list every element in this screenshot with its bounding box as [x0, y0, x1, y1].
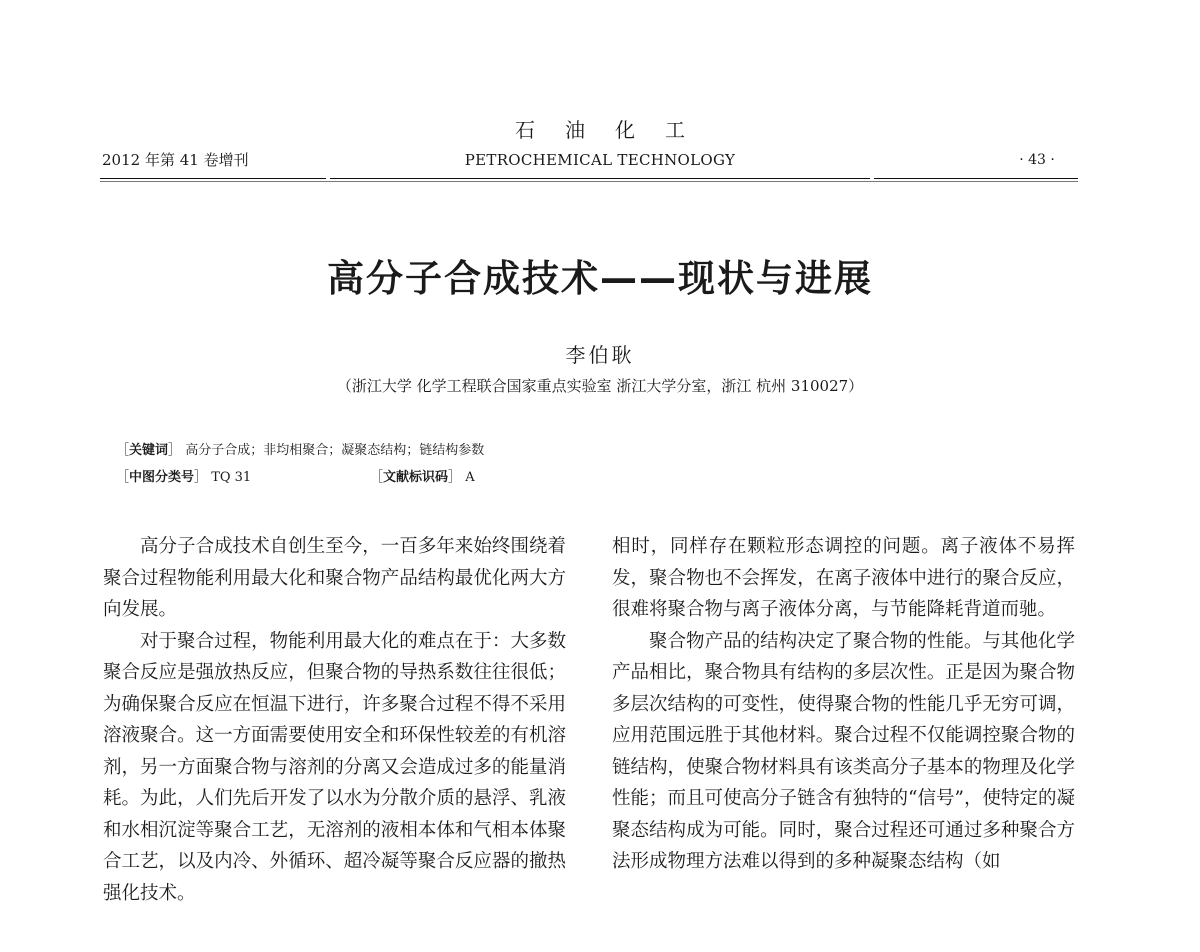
keywords-value: 高分子合成；非均相聚合；凝聚态结构；链结构参数	[185, 443, 485, 458]
doc-code-value: A	[465, 470, 475, 485]
body-column-right	[612, 531, 1075, 878]
classification-value: TQ 31	[211, 470, 252, 485]
header-rule	[100, 178, 326, 179]
doc-code-label: 文献标识码	[383, 470, 449, 485]
header-rule-thin	[100, 181, 1078, 182]
header-rule	[330, 178, 870, 179]
volume-info: 2012 年第 41 卷增刊	[102, 151, 249, 169]
body-paragraph: 聚合物产品的结构决定了聚合物的性能。与其他化学产品相比，聚合物具有结构的多层次性。正是因为聚合物多层次结构的可变性，使得聚合物的性能几乎无穷可调，应用范围远胜于其他材料。聚合过程不仅能调控聚合物的链结构，使聚合物材料具有该类高分子基本的物理及化学性能；而且可使高分子链含有独特的“信号”，使特定的凝聚态结构成为可能。同时，聚合过程还可通过多种聚合方法形成物理方法难以得到的多种凝聚态结构（如	[612, 630, 1075, 872]
keywords-line	[116, 441, 484, 461]
journal-name-en: PETROCHEMICAL TECHNOLOGY	[464, 151, 736, 169]
page-number: · 43 ·	[1019, 152, 1055, 168]
article-title: 高分子合成技术——现状与进展	[327, 257, 873, 300]
doc-code-tag: ［文献标识码］	[370, 470, 462, 485]
keywords-tag: ［关键词］	[116, 443, 182, 458]
classification-tag: ［中图分类号］	[116, 470, 208, 485]
body-paragraph: 相时，同样存在颗粒形态调控的问题。离子液体不易挥发，聚合物也不会挥发，在离子液体中进行的聚合反应，很难将聚合物与离子液体分离，与节能降耗背道而驰。	[612, 536, 1075, 620]
author-name: 李伯耿	[565, 343, 635, 367]
header-rule	[874, 178, 1078, 179]
classification-line	[116, 468, 251, 488]
doc-code-line	[370, 468, 475, 488]
body-column-left	[103, 531, 566, 909]
body-paragraph: 对于聚合过程，物能利用最大化的难点在于：大多数聚合反应是强放热反应，但聚合物的导热系数往往很低；为确保聚合反应在恒温下进行，许多聚合过程不得不采用溶液聚合。这一方面需要使用安全和环保性较差的有机溶剂，另一方面聚合物与溶剂的分离又会造成过多的能量消耗。为此，人们先后开发了以水为分散介质的悬浮、乳液和水相沉淀等聚合工艺，无溶剂的液相本体和气相本体聚合工艺，以及内冷、外循环、超冷凝等聚合反应器的撤热强化技术。	[103, 630, 566, 904]
classification-label: 中图分类号	[129, 470, 195, 485]
keywords-label: 关键词	[129, 443, 169, 458]
body-paragraph: 高分子合成技术自创生至今，一百多年来始终围绕着聚合过程物能利用最大化和聚合物产品结构最优化两大方向发展。	[103, 536, 566, 620]
journal-name-cn: 石油化工	[515, 118, 715, 142]
author-affiliation: （浙江大学 化学工程联合国家重点实验室 浙江大学分室，浙江 杭州 310027）	[336, 377, 864, 395]
